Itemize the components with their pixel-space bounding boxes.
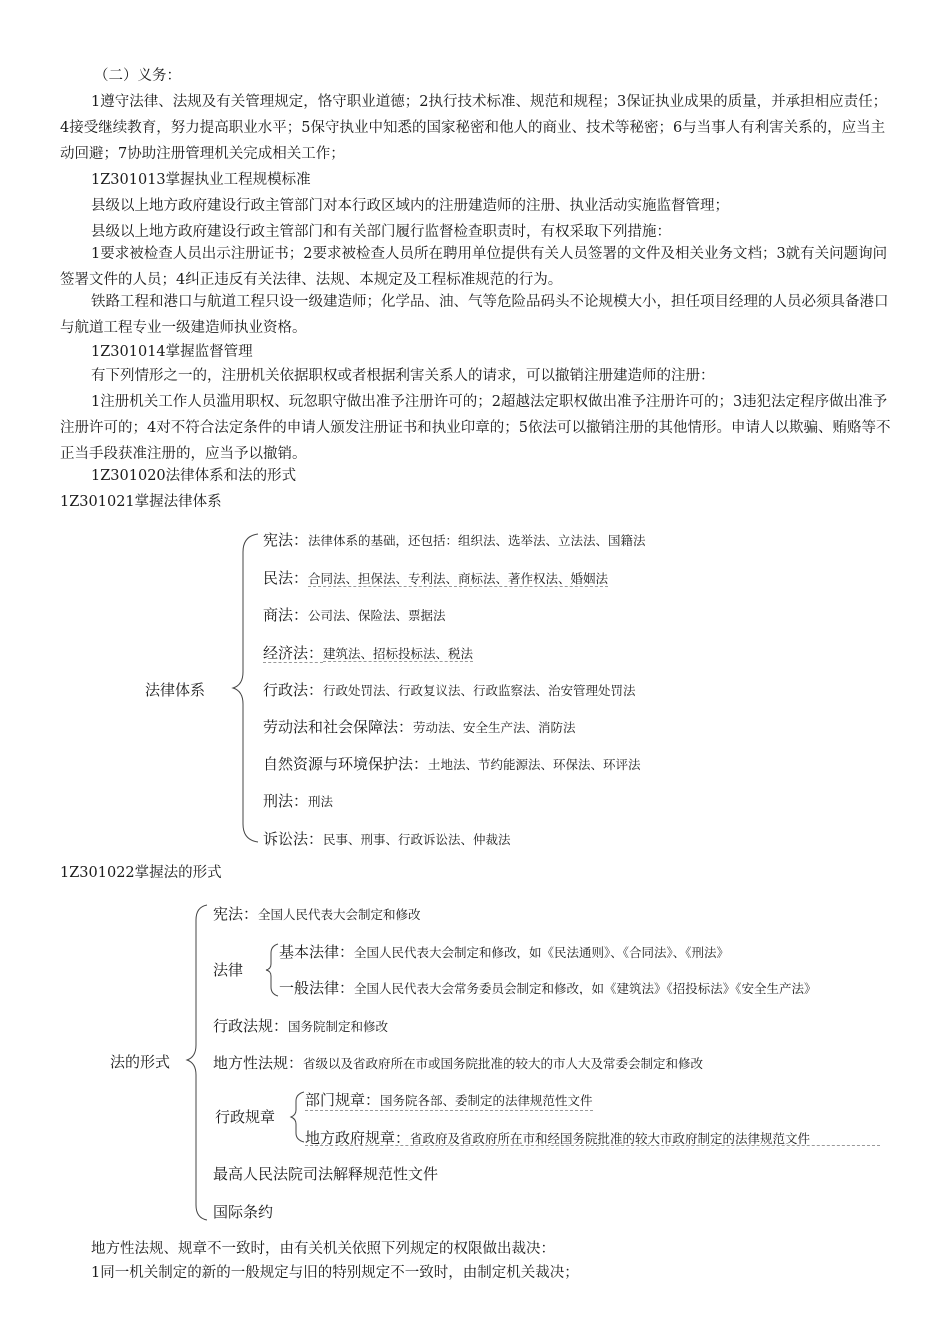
law-system-root: 法律体系 [145, 681, 206, 699]
law-system-item: 民法：合同法、担保法、专利法、商标法、著作权法、婚姻法 [263, 569, 609, 587]
obligations-list: 1遵守法律、法规及有关管理规定，恪守职业道德；2执行技术标准、规范和规程；3保证执业成果的质量，并承担相应责任；4接受继续教育，努力提高职业水平；5保守执业中知悉的国家秘密和他人的商业、技术等秘密；6与当事人有利害关系的，应当主动回避；7协助注册管理机关完成相关工作； [60, 94, 888, 162]
paragraph-ruling-1: 1同一机关制定的新的一般规定与旧的特别规定不一致时，由制定机关裁决； [91, 1265, 579, 1281]
inspection-measures: 1要求被检查人员出示注册证书；2要求被检查人员所在聘用单位提供有关人员签署的文件及相关业务文档；3就有关问题询问签署文件的人员；4纠正违反有关法律、法规、本规定及工程标准规范的行为。 [60, 246, 888, 288]
law-form-basic-law: 基本法律：全国人民代表大会制定和修改，如《民法通则》、《合同法》、《刑法》 [279, 941, 799, 959]
paragraph-inconsistency: 地方性法规、规章不一致时，由有关机关依照下列规定的权限做出裁决： [91, 1241, 555, 1257]
law-form-constitution: 宪法：全国人民代表大会制定和修改 [213, 905, 421, 923]
law-form-admin-rules-label: 行政规章 [215, 1108, 276, 1126]
law-system-item: 行政法：行政处罚法、行政复议法、行政监察法、治安管理处罚法 [263, 681, 636, 699]
law-form-law-label: 法律 [213, 961, 244, 979]
law-system-item: 经济法：建筑法、招标投标法、税法 [263, 644, 474, 662]
law-system-item: 诉讼法：民事、刑事、行政诉讼法、仲裁法 [263, 830, 511, 848]
paragraph-inspection: 县级以上地方政府建设行政主管部门和有关部门履行监督检查职责时，有权采取下列措施： [91, 224, 671, 240]
law-system-item: 自然资源与环境保护法：土地法、节约能源法、环保法、环评法 [263, 755, 641, 773]
law-system-item: 劳动法和社会保障法：劳动法、安全生产法、消防法 [263, 718, 576, 736]
paragraph-revocation: 有下列情形之一的，注册机关依据职权或者根据利害关系人的请求，可以撤销注册建造师的注册： [91, 368, 715, 384]
revocation-cases: 1注册机关工作人员滥用职权、玩忽职守做出准予注册许可的；2超越法定职权做出准予注册许可的；3违犯法定程序做出准予注册许可的；4对不符合法定条件的申请人颁发注册证书和执业印章的；5依法可以撤销注册的其他情形。申请人以欺骗、贿赂等不正当手段获准注册的，应当予以撤销。 [60, 394, 891, 462]
law-forms-root: 法的形式 [110, 1053, 171, 1071]
heading-obligations: （二）义务： [94, 68, 181, 84]
section-heading-1z301013: 1Z301013掌握执业工程规模标准 [91, 172, 311, 188]
law-form-general-law: 一般法律：全国人民代表大会常务委员会制定和修改，如《建筑法》《招投标法》《安全生产法》 [279, 977, 879, 995]
section-heading-1z301014: 1Z301014掌握监督管理 [91, 344, 253, 360]
section-heading-1z301021: 1Z301021掌握法律体系 [60, 494, 222, 510]
law-form-local-regulation: 地方性法规：省级以及省政府所在市或国务院批准的较大的市人大及常委会制定和修改 [213, 1054, 704, 1072]
section-heading-1z301020: 1Z301020法律体系和法的形式 [91, 468, 297, 484]
law-form-treaty: 国际条约 [213, 1203, 274, 1221]
section-heading-1z301022: 1Z301022掌握法的形式 [60, 865, 222, 881]
law-form-dept-rules: 部门规章：国务院各部、委制定的法律规范性文件 [305, 1091, 593, 1109]
law-form-admin-regulation: 行政法规：国务院制定和修改 [213, 1017, 389, 1035]
law-form-local-gov-rules: 地方政府规章：省政府及省政府所在市和经国务院批准的较大市政府制定的法律规范文件 [305, 1127, 880, 1146]
law-system-item: 宪法：法律体系的基础，还包括：组织法、选举法、立法法、国籍法 [263, 531, 646, 549]
law-system-item: 刑法：刑法 [263, 792, 334, 810]
law-form-judicial: 最高人民法院司法解释规范性文件 [213, 1165, 439, 1183]
paragraph-supervision: 县级以上地方政府建设行政主管部门对本行政区域内的注册建造师的注册、执业活动实施监督管理； [91, 198, 729, 214]
paragraph-railway-port: 铁路工程和港口与航道工程只设一级建造师；化学品、油、气等危险品码头不论规模大小，担任项目经理的人员必须具备港口与航道工程专业一级建造师执业资格。 [60, 294, 889, 336]
law-system-item: 商法：公司法、保险法、票据法 [263, 606, 446, 624]
